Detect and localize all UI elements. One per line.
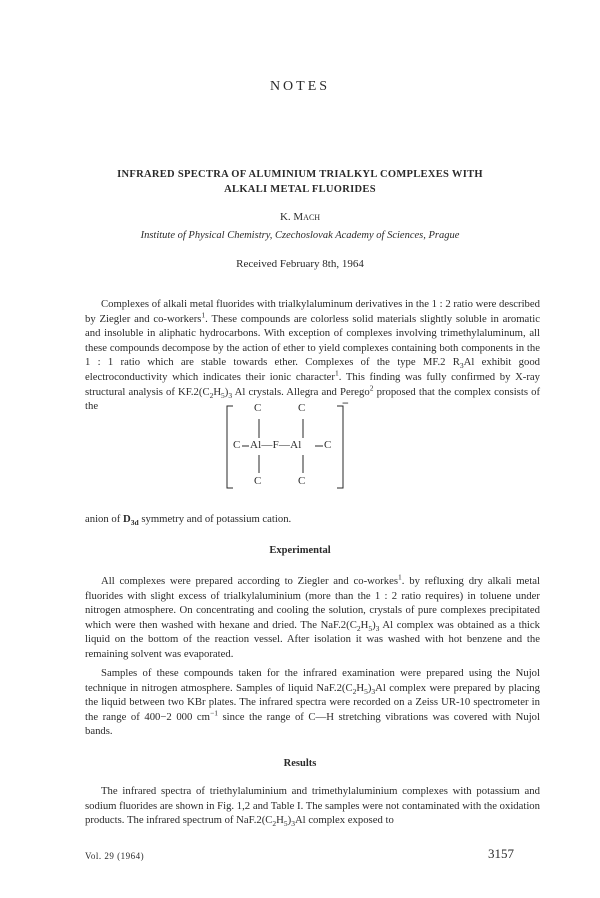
author	[0, 211, 600, 223]
formula-left-c: C	[233, 439, 241, 451]
affiliation: Institute of Physical Chemistry, Czechoslovak Academy of Sciences, Prague	[140, 230, 460, 241]
article-title	[60, 167, 540, 197]
formula-top-c2: C	[298, 402, 306, 414]
page-number: 3157	[488, 846, 514, 861]
experimental-heading: Experimental	[269, 545, 331, 556]
intro-paragraph: Complexes of alkali metal fluorides with trialkylaluminum derivatives in the 1 : 2 ratio were described by Ziegler and co-workers$^1$. These compounds are colorless solid materials slightly soluble in aromatic and insoluble in aliphatic hydrocarbons. With exception of complexes involving trimethylaluminum, all these compounds decompose by the action of ether to yield complexes containing both components in the 1 : 1 ratio which are stable towards ether. Complexes of the type MF.2 $R_3Al$ exhibit good electroconductivity which indicates their ionic character$^1$. This finding was fully confirmed by X-ray structural analysis of $KF.2(C_2H_5)_3$ Al crystals. Allegra and Perego$^2$ proposed that the complex consists of the	[85, 298, 541, 413]
formula-center: Al—F—Al	[250, 439, 302, 451]
article-title-line2: ALKALI METAL FLUORIDES	[224, 184, 376, 195]
experimental-paragraph-2: Samples of these compounds taken for the infrared examination were prepared using the Nujol technique in nitrogen atmosphere. Samples of liquid $NaF.2(C_2H_5)_3Al$ complex were prepared by placing the liquid between two KBr plates. The infrared spectra were recorded on a Zeiss UR-10 spectrometer in the range of 400−2 000 $cm^{-1}$ since the range of C—H stretching vibrations was covered with Nujol bands.	[85, 667, 540, 738]
formula-top-c1: C	[254, 402, 262, 414]
article-title-line1: INFRARED SPECTRA OF ALUMINIUM TRIALKYL COMPLEXES WITH	[117, 169, 483, 180]
experimental-paragraph-1: All complexes were prepared according to Ziegler and co-workes$^1$. by refluxing dry alkali metal fluorides with slight excess of trialkylaluminium (more than the 1 : 2 ratio requires) in toluene under nitrogen atmosphere. On concentrating and cooling the solution, crystals of pure complexes precipitated which were then washed with hexane and dried. The $NaF.2(C_2H_5)_3$ Al complex was obtained as a thick liquid on the bottom of the reaction vessel. After isolation it was washed with hot benzene and the remaining solvent was evaporated.	[85, 572, 540, 660]
formula-right-c: C	[324, 439, 332, 451]
received-date: Received February 8th, 1964	[236, 258, 364, 270]
anion-line: anion of $D_{3d}$ symmetry and of potassium cation.	[85, 513, 292, 528]
author-surname: Mach	[293, 211, 321, 223]
section-heading: NOTES	[269, 79, 331, 94]
formula-bottom-c2: C	[298, 475, 306, 487]
results-paragraph: The infrared spectra of triethylaluminium and trimethylaluminium complexes with potassium and sodium fluorides are shown in Fig. 1,2 and Table I. The samples were not contaminated with the oxidation products. The infrared spectrum of $NaF.2(C_2H_5)_3Al$ complex exposed to	[85, 785, 540, 829]
formula-charge: −	[342, 396, 349, 410]
results-heading: Results	[283, 758, 317, 769]
author-initial: K.	[279, 211, 294, 223]
formula-bottom-c1: C	[254, 475, 262, 487]
structural-formula	[225, 396, 349, 492]
journal-volume: Vol. 29 (1964)	[85, 851, 145, 861]
